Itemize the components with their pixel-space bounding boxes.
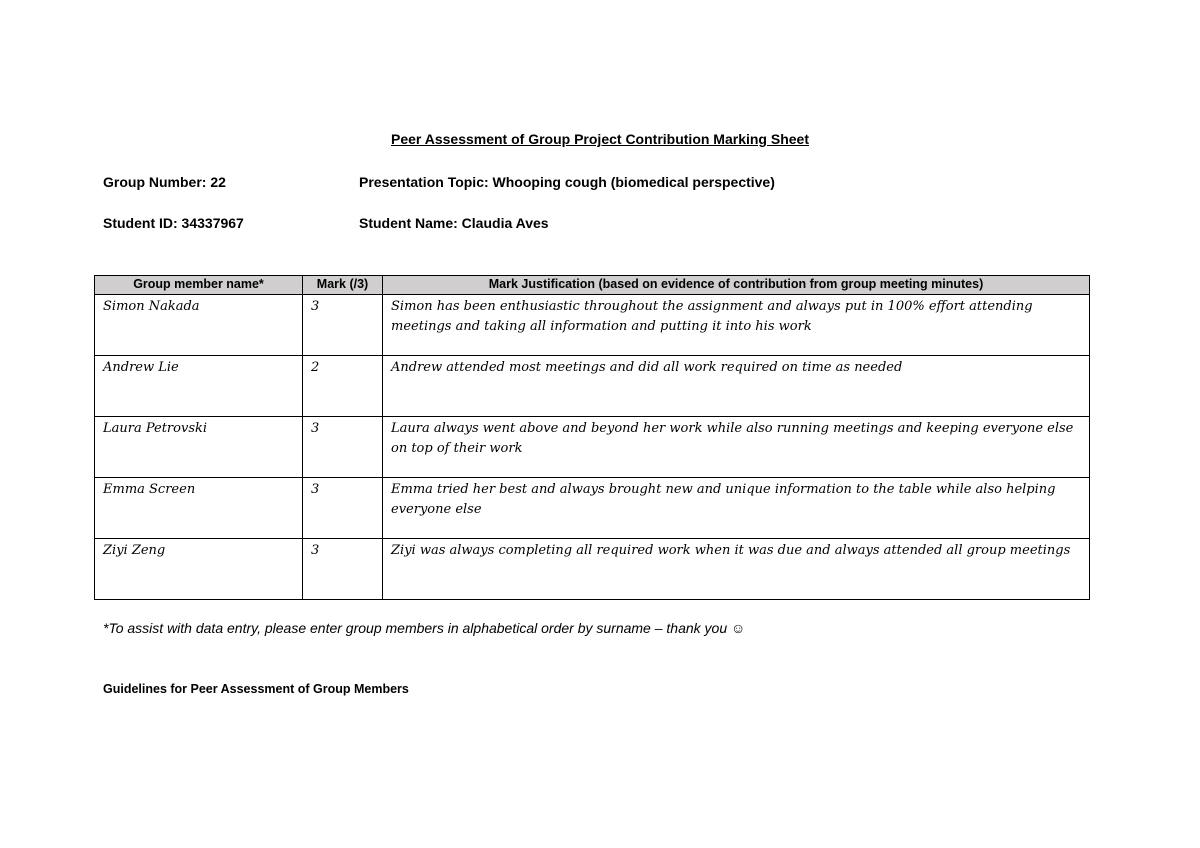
mark-cell: 3: [303, 417, 383, 478]
table-row: [95, 478, 1090, 539]
group-info-row: [103, 174, 775, 190]
table-header-row: [95, 276, 1090, 295]
header-member-name: Group member name*: [95, 276, 303, 295]
justification-cell: Emma tried her best and always brought new and unique information to the table while also helping everyone else: [383, 478, 1090, 539]
presentation-topic: Presentation Topic: Whooping cough (biomedical perspective): [359, 174, 775, 190]
group-number: Group Number: 22: [103, 174, 226, 190]
header-mark: Mark (/3): [303, 276, 383, 295]
justification-cell: Simon has been enthusiastic throughout the assignment and always put in 100% effort attending meetings and taking all information and putting it into his work: [383, 295, 1090, 356]
mark-cell: 3: [303, 539, 383, 600]
mark-cell: 3: [303, 295, 383, 356]
member-name-cell: Simon Nakada: [95, 295, 303, 356]
justification-cell: Andrew attended most meetings and did all work required on time as needed: [383, 356, 1090, 417]
student-id: Student ID: 34337967: [103, 215, 244, 231]
member-name-cell: Emma Screen: [95, 478, 303, 539]
footnote: *To assist with data entry, please enter group members in alphabetical order by surname – thank you ☺: [103, 620, 746, 636]
header-justification: Mark Justification (based on evidence of contribution from group meeting minutes): [383, 276, 1090, 295]
justification-cell: Laura always went above and beyond her work while also running meetings and keeping everyone else on top of their work: [383, 417, 1090, 478]
table-row: [95, 539, 1090, 600]
student-name: Student Name: Claudia Aves: [359, 215, 549, 231]
member-name-cell: Ziyi Zeng: [95, 539, 303, 600]
guidelines-heading: Guidelines for Peer Assessment of Group Members: [103, 682, 409, 696]
mark-cell: 3: [303, 478, 383, 539]
mark-cell: 2: [303, 356, 383, 417]
peer-assessment-table: [94, 275, 1090, 600]
student-info-row: [103, 215, 549, 231]
member-name-cell: Andrew Lie: [95, 356, 303, 417]
table-row: [95, 417, 1090, 478]
page-title: Peer Assessment of Group Project Contribution Marking Sheet: [391, 131, 809, 147]
justification-cell: Ziyi was always completing all required work when it was due and always attended all group meetings: [383, 539, 1090, 600]
table-row: [95, 295, 1090, 356]
table-row: [95, 356, 1090, 417]
member-name-cell: Laura Petrovski: [95, 417, 303, 478]
